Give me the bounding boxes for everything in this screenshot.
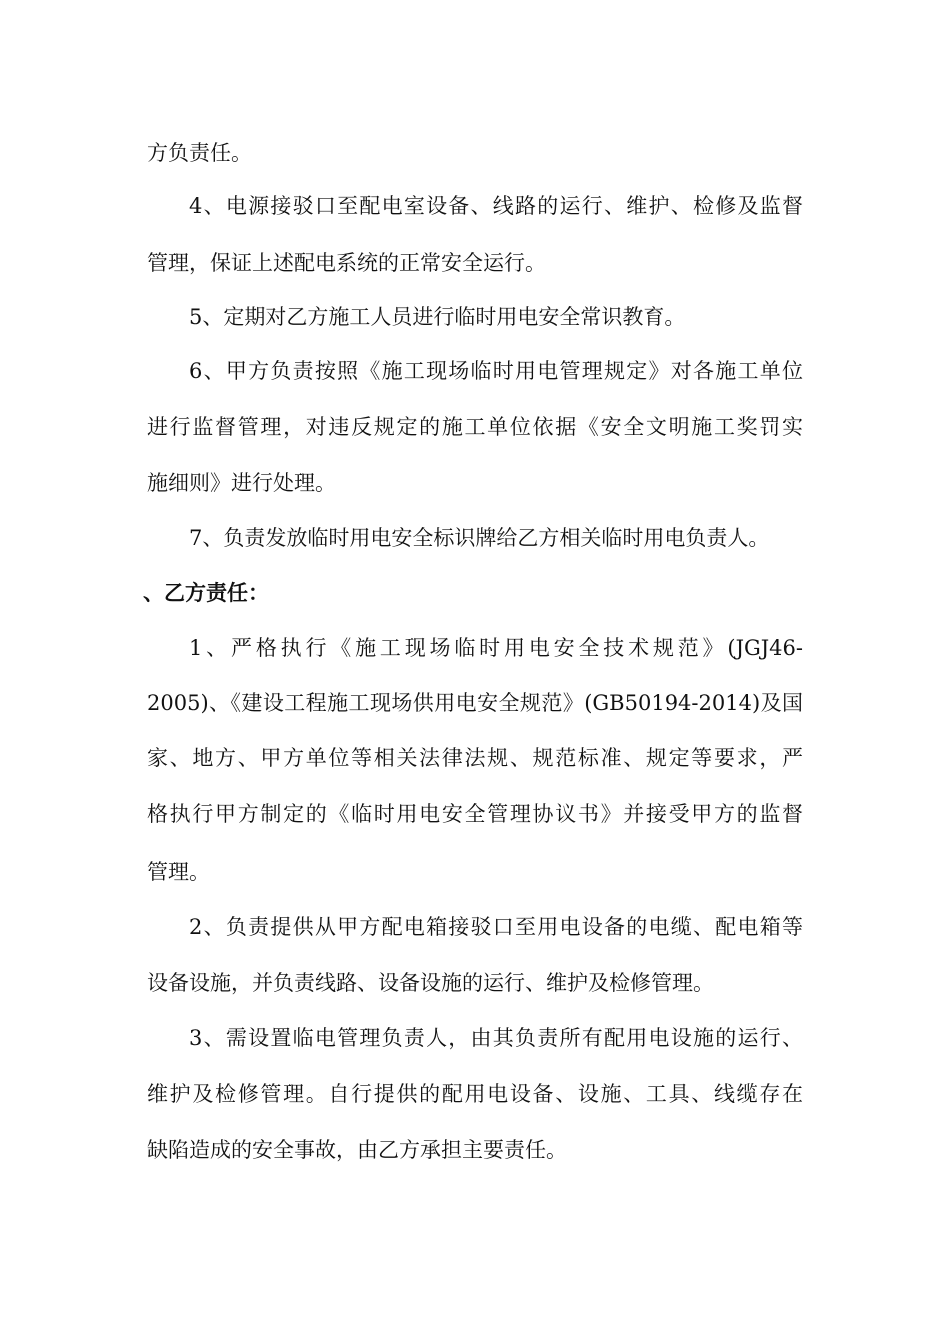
text-line: 施细则》进行处理。	[147, 471, 336, 495]
text-line: 6、甲方负责按照《施工现场临时用电管理规定》对各施工单位	[189, 359, 803, 383]
text-line: 3、需设置临电管理负责人，由其负责所有配用电设施的运行、	[189, 1026, 803, 1050]
text-line: 进行监督管理，对违反规定的施工单位依据《安全文明施工奖罚实	[147, 415, 803, 439]
text-line: 2005)、《建设工程施工现场供用电安全规范》(GB50194-2014)及国	[147, 691, 803, 715]
text-line: 家、地方、甲方单位等相关法律法规、规范标准、规定等要求，严	[147, 746, 803, 770]
text-line: 7、负责发放临时用电安全标识牌给乙方相关临时用电负责人。	[189, 526, 770, 550]
text-line: 管理，保证上述配电系统的正常安全运行。	[147, 251, 546, 275]
text-line: 格执行甲方制定的《临时用电安全管理协议书》并接受甲方的监督	[147, 802, 803, 826]
section-heading: 、乙方责任：	[143, 580, 269, 605]
text-line: 缺陷造成的安全事故，由乙方承担主要责任。	[147, 1138, 567, 1162]
text-line: 设备设施，并负责线路、设备设施的运行、维护及检修管理。	[147, 971, 714, 995]
text-line: 2、负责提供从甲方配电箱接驳口至用电设备的电缆、配电箱等	[189, 915, 803, 939]
text-line: 4、电源接驳口至配电室设备、线路的运行、维护、检修及监督	[189, 194, 803, 218]
text-line: 方负责任。	[147, 141, 252, 165]
text-line: 维护及检修管理。自行提供的配用电设备、设施、工具、线缆存在	[147, 1082, 803, 1106]
text-line: 管理。	[147, 860, 210, 884]
text-line: 5、定期对乙方施工人员进行临时用电安全常识教育。	[189, 305, 686, 329]
text-line: 1、严格执行《施工现场临时用电安全技术规范》(JGJ46-	[189, 636, 803, 660]
